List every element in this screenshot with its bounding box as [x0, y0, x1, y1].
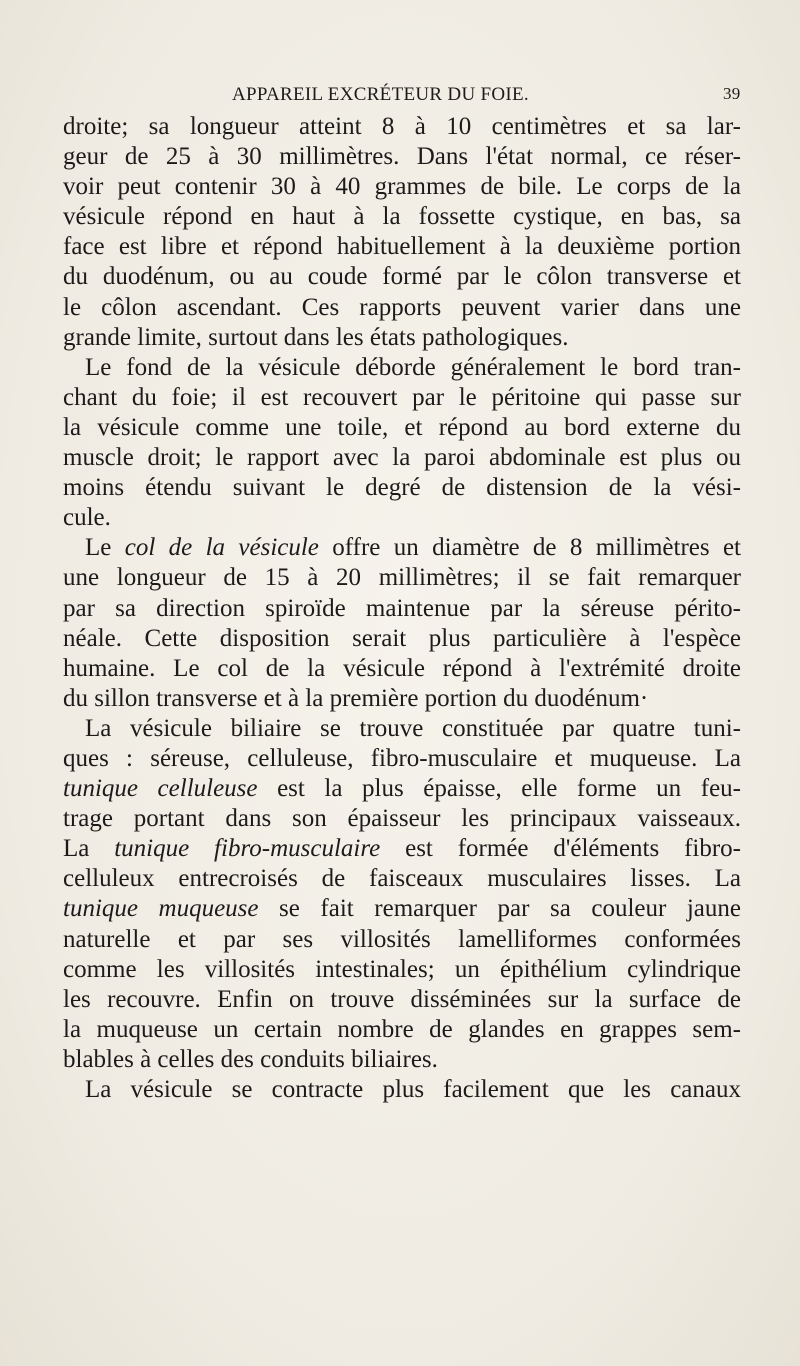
text-segment: est la plus épaisse, elle forme un feu-	[257, 775, 741, 803]
text-line: naturelle et par ses villosités lamelliformes conformées	[63, 925, 741, 953]
text-line: ques : séreuse, celluleuse, fibro-musculaire et muqueuse. La	[63, 744, 741, 772]
text-line: vésicule répond en haut à la fossette cystique, en bas, sa	[63, 203, 741, 231]
text-line: du sillon transverse et à la première portion du duodénum·	[63, 684, 649, 712]
text-line: La vésicule se contracte plus facilement que les canaux	[85, 1076, 741, 1103]
text-line: La vésicule biliaire se trouve constituée par quatre tuni-	[85, 714, 741, 742]
text-line: la vésicule comme une toile, et répond au bord externe du	[63, 413, 741, 441]
italic-term: tunique fibro-musculaire	[114, 835, 381, 863]
text-line: trage portant dans son épaisseur les principaux vaisseaux.	[63, 805, 741, 833]
text-line	[63, 533, 741, 563]
text-segment: La	[63, 835, 115, 863]
text-segment: est formée d'éléments fibro-	[380, 835, 741, 863]
text-line: humaine. Le col de la vésicule répond à l'extrémité droite	[63, 654, 741, 682]
text-line: néale. Cette disposition serait plus particulière à l'espèce	[63, 624, 741, 652]
text-segment: se fait remarquer par sa couleur jaune	[258, 895, 741, 923]
text-line: par sa direction spiroïde maintenue par la séreuse périto-	[63, 594, 741, 622]
text-line: geur de 25 à 30 millimètres. Dans l'état normal, ce réser-	[63, 143, 741, 171]
text-line: le côlon ascendant. Ces rapports peuvent varier dans une	[63, 293, 741, 321]
text-line	[63, 894, 741, 924]
text-line: du duodénum, ou au coude formé par le côlon transverse et	[63, 263, 741, 291]
text-line: une longueur de 15 à 20 millimètres; il se fait remarquer	[63, 564, 741, 592]
text-line: les recouvre. Enfin on trouve disséminées sur la surface de	[63, 985, 741, 1013]
running-title: APPAREIL EXCRÉTEUR DU FOIE.	[232, 84, 529, 105]
text-segment: offre un diamètre de 8 millimètres et	[318, 534, 741, 562]
text-line: droite; sa longueur atteint 8 à 10 centimètres et sa lar-	[63, 113, 741, 140]
text-line: moins étendu suivant le degré de distension de la vési-	[63, 474, 741, 502]
page-header	[0, 84, 800, 114]
italic-term: col de la vésicule	[124, 534, 319, 562]
text-line: voir peut contenir 30 à 40 grammes de bile. Le corps de la	[63, 173, 741, 201]
text-line	[63, 774, 741, 804]
text-line: face est libre et répond habituellement à la deuxième portion	[63, 233, 741, 261]
text-line: grande limite, surtout dans les états pathologiques.	[63, 323, 569, 351]
text-line: muscle droit; le rapport avec la paroi abdominale est plus ou	[63, 444, 741, 472]
text-line	[63, 834, 741, 864]
text-line: Le fond de la vésicule déborde généralement le bord tran-	[85, 353, 741, 381]
text-line: comme les villosités intestinales; un épithélium cylindrique	[63, 955, 741, 983]
text-segment: Le	[85, 534, 125, 562]
text-line: la muqueuse un certain nombre de glandes en grappes sem-	[63, 1015, 741, 1043]
text-line: cule.	[63, 504, 111, 532]
italic-term: tunique celluleuse	[63, 775, 258, 803]
page-number: 39	[723, 84, 741, 103]
italic-term: tunique muqueuse	[63, 895, 259, 923]
text-line: blables à celles des conduits biliaires.	[63, 1045, 438, 1073]
text-line: celluleux entrecroisés de faisceaux musculaires lisses. La	[63, 865, 741, 893]
body-text	[63, 112, 741, 1105]
text-line: chant du foie; il est recouvert par le péritoine qui passe sur	[63, 383, 741, 411]
